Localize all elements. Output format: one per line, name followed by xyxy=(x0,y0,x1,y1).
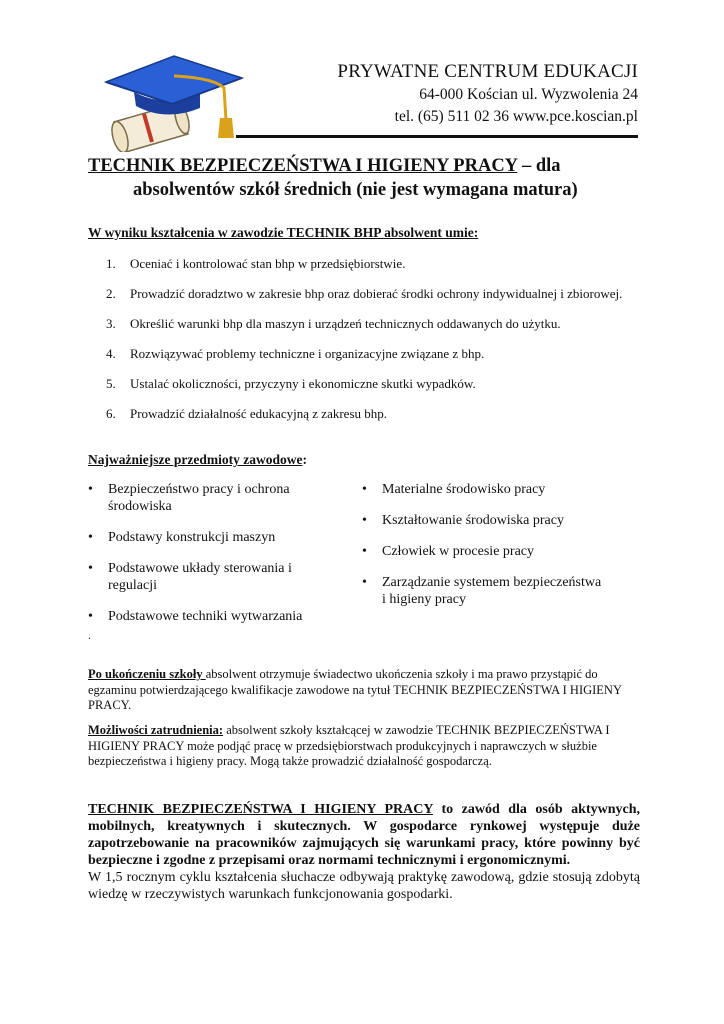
employment-paragraph: Możliwości zatrudnienia: absolwent szkoły kształcącej w zawodzie TECHNIK BEZPIECZEŃSTWA I HIGIENY PRACY może podjąć pracę w przedsiębiorstwach produkcyjnych i naprawczych w służbie bezpieczeństwa i higieny pracy. Mogą także prowadzić działalność gospodarczą. xyxy=(88,723,610,768)
subjects-right-column xyxy=(362,481,602,622)
header-divider xyxy=(236,135,638,138)
list-item: • Zarządzanie systemem bezpieczeństwa i higieny pracy xyxy=(362,574,602,608)
list-item: • Podstawy konstrukcji maszyn xyxy=(88,529,328,546)
organization-header xyxy=(337,60,638,128)
organization-contact: tel. (65) 511 02 36 www.pce.koscian.pl xyxy=(394,108,638,125)
list-item: 3. Określić warunki bhp dla maszyn i urządzeń technicznych oddawanych do użytku. xyxy=(106,316,561,331)
after-school-paragraph: Po ukończeniu szkoły absolwent otrzymuje świadectwo ukończenia szkoły i ma prawo przystąpić do egzaminu potwierdzającego kwalifikacje zawodowe na tytuł TECHNIK BEZPIECZEŃSTWA I HIGIENY PRACY. xyxy=(88,667,622,712)
list-item: • Podstawowe układy sterowania i regulacji xyxy=(88,560,328,594)
list-item: 2. Prowadzić doradztwo w zakresie bhp oraz dobierać środki ochrony indywidualnej i zbiorowej. xyxy=(106,286,623,301)
subjects-heading: Najważniejsze przedmioty zawodowe: xyxy=(88,452,307,467)
graduation-cap-logo-icon xyxy=(104,52,244,152)
list-item: 4. Rozwiązywać problemy techniczne i organizacyjne związane z bhp. xyxy=(106,346,485,361)
organization-address: 64-000 Kościan ul. Wyzwolenia 24 xyxy=(419,86,638,103)
list-item: 5. Ustalać okoliczności, przyczyny i ekonomiczne skutki wypadków. xyxy=(106,376,476,391)
skills-heading: W wyniku kształcenia w zawodzie TECHNIK BHP absolwent umie: xyxy=(88,225,479,240)
subjects-left-column xyxy=(88,481,328,639)
list-item: 1. Oceniać i kontrolować stan bhp w przedsiębiorstwie. xyxy=(106,256,406,271)
organization-name: PRYWATNE CENTRUM EDUKACJI xyxy=(337,61,638,82)
closing-paragraph: TECHNIK BEZPIECZEŃSTWA I HIGIENY PRACY to zawód dla osób aktywnych, mobilnych, kreatywnych i skutecznych. W gospodarce rynkowej występuje duże zapotrzebowanie na pracowników zajmujących się warunkami pracy, które powinny być bezpieczne i zgodne z przepisami oraz normami technicznymi i ergonomicznymi. W 1,5 rocznym cyklu kształcenia słuchacze odbywają praktykę zawodową, gdzie stosują zdobytą wiedzę w rzeczywistych warunkach funkcjonowania gospodarki. xyxy=(88,802,641,902)
skills-list xyxy=(106,256,622,436)
stray-dot: . xyxy=(88,628,91,642)
list-item: • Podstawowe techniki wytwarzania xyxy=(88,608,328,625)
list-item: • Kształtowanie środowiska pracy xyxy=(362,512,602,529)
document-title xyxy=(88,156,561,177)
document-subtitle: absolwentów szkół średnich (nie jest wymagana matura) xyxy=(133,180,578,200)
list-item: • Materialne środowisko pracy xyxy=(362,481,602,498)
title-main: TECHNIK BEZPIECZEŃSTWA I HIGIENY PRACY xyxy=(88,156,518,176)
title-dash: – dla xyxy=(517,156,561,176)
list-item: 6. Prowadzić działalność edukacyjną z zakresu bhp. xyxy=(106,406,388,421)
list-item: • Człowiek w procesie pracy xyxy=(362,543,602,560)
list-item: • Bezpieczeństwo pracy i ochrona środowiska xyxy=(88,481,328,515)
